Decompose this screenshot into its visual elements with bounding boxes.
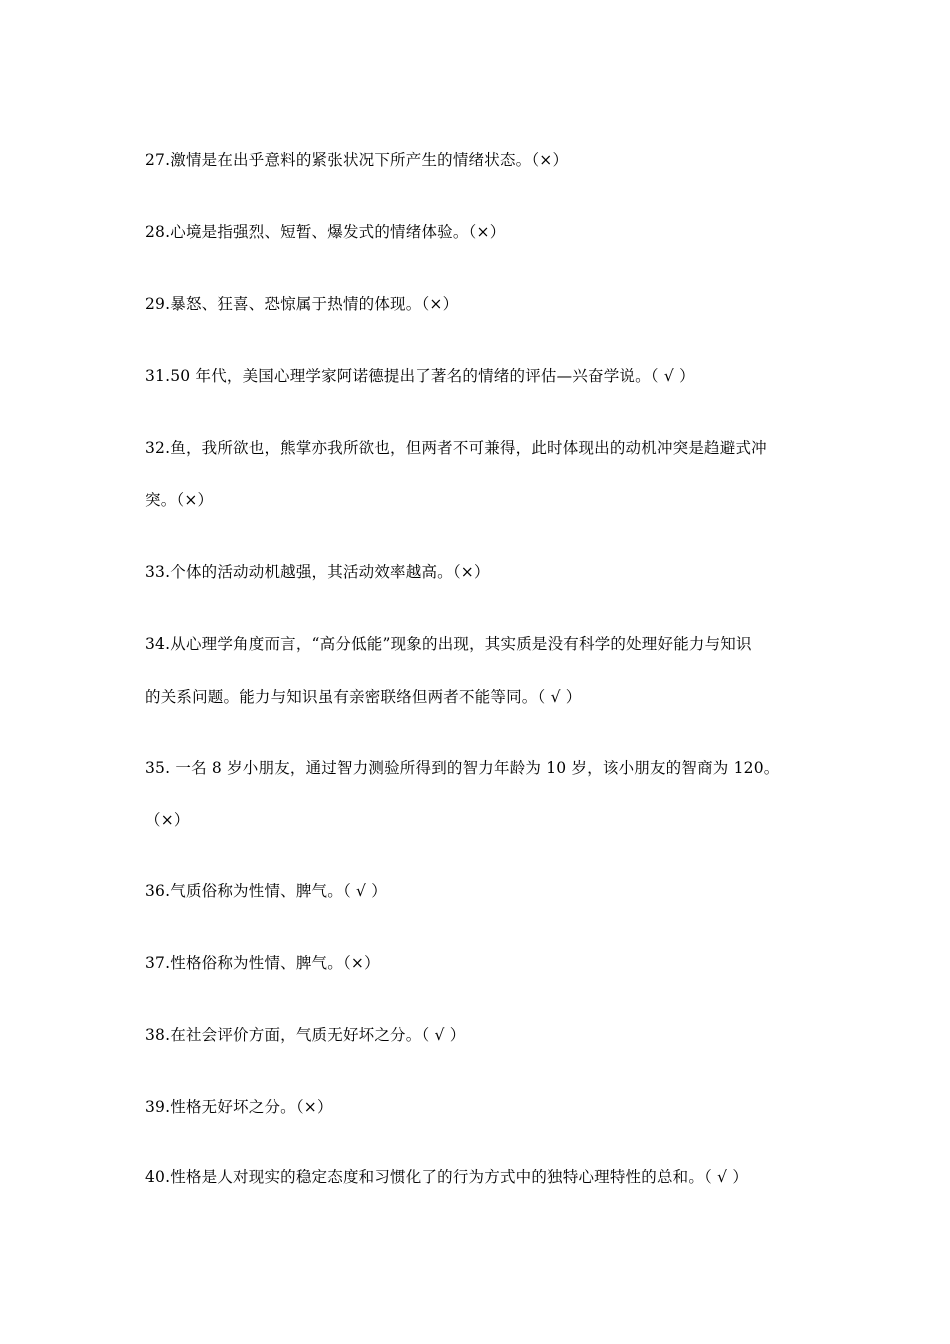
item-38-line-1: 38.在社会评价方面，气质无好坏之分。（ √ ）	[145, 1026, 466, 1044]
item-37-line-1: 37.性格俗称为性情、脾气。（×）	[145, 954, 380, 972]
item-27-line-1: 27.激情是在出乎意料的紧张状况下所产生的情绪状态。（×）	[145, 151, 569, 169]
item-29-line-1: 29.暴怒、狂喜、恐惊属于热情的体现。（×）	[145, 295, 459, 313]
item-34-line-2: 的关系问题。能力与知识虽有亲密联络但两者不能等同。（ √ ）	[145, 688, 582, 706]
item-35-line-1: 35. 一名 8 岁小朋友，通过智力测验所得到的智力年龄为 10 岁，该小朋友的智商为 120。	[145, 759, 780, 777]
item-28-line-1: 28.心境是指强烈、短暂、爆发式的情绪体验。（×）	[145, 223, 506, 241]
item-32-line-1: 32.鱼，我所欲也，熊掌亦我所欲也，但两者不可兼得，此时体现出的动机冲突是趋避式冲	[145, 439, 767, 457]
item-33-line-1: 33.个体的活动动机越强，其活动效率越高。（×）	[145, 563, 490, 581]
item-34-line-1: 34.从心理学角度而言，“高分低能”现象的出现，其实质是没有科学的处理好能力与知识	[145, 635, 752, 653]
item-39-line-1: 39.性格无好坏之分。（×）	[145, 1098, 333, 1116]
item-36-line-1: 36.气质俗称为性情、脾气。（ √ ）	[145, 882, 387, 900]
item-31-line-1: 31.50 年代，美国心理学家阿诺德提出了著名的情绪的评估—兴奋学说。（ √ ）	[145, 367, 695, 385]
item-32-line-2: 突。（×）	[145, 491, 214, 509]
item-35-line-2: （×）	[145, 811, 190, 829]
item-40-line-1: 40.性格是人对现实的稳定态度和习惯化了的行为方式中的独特心理特性的总和。（ √ ）	[145, 1168, 749, 1186]
